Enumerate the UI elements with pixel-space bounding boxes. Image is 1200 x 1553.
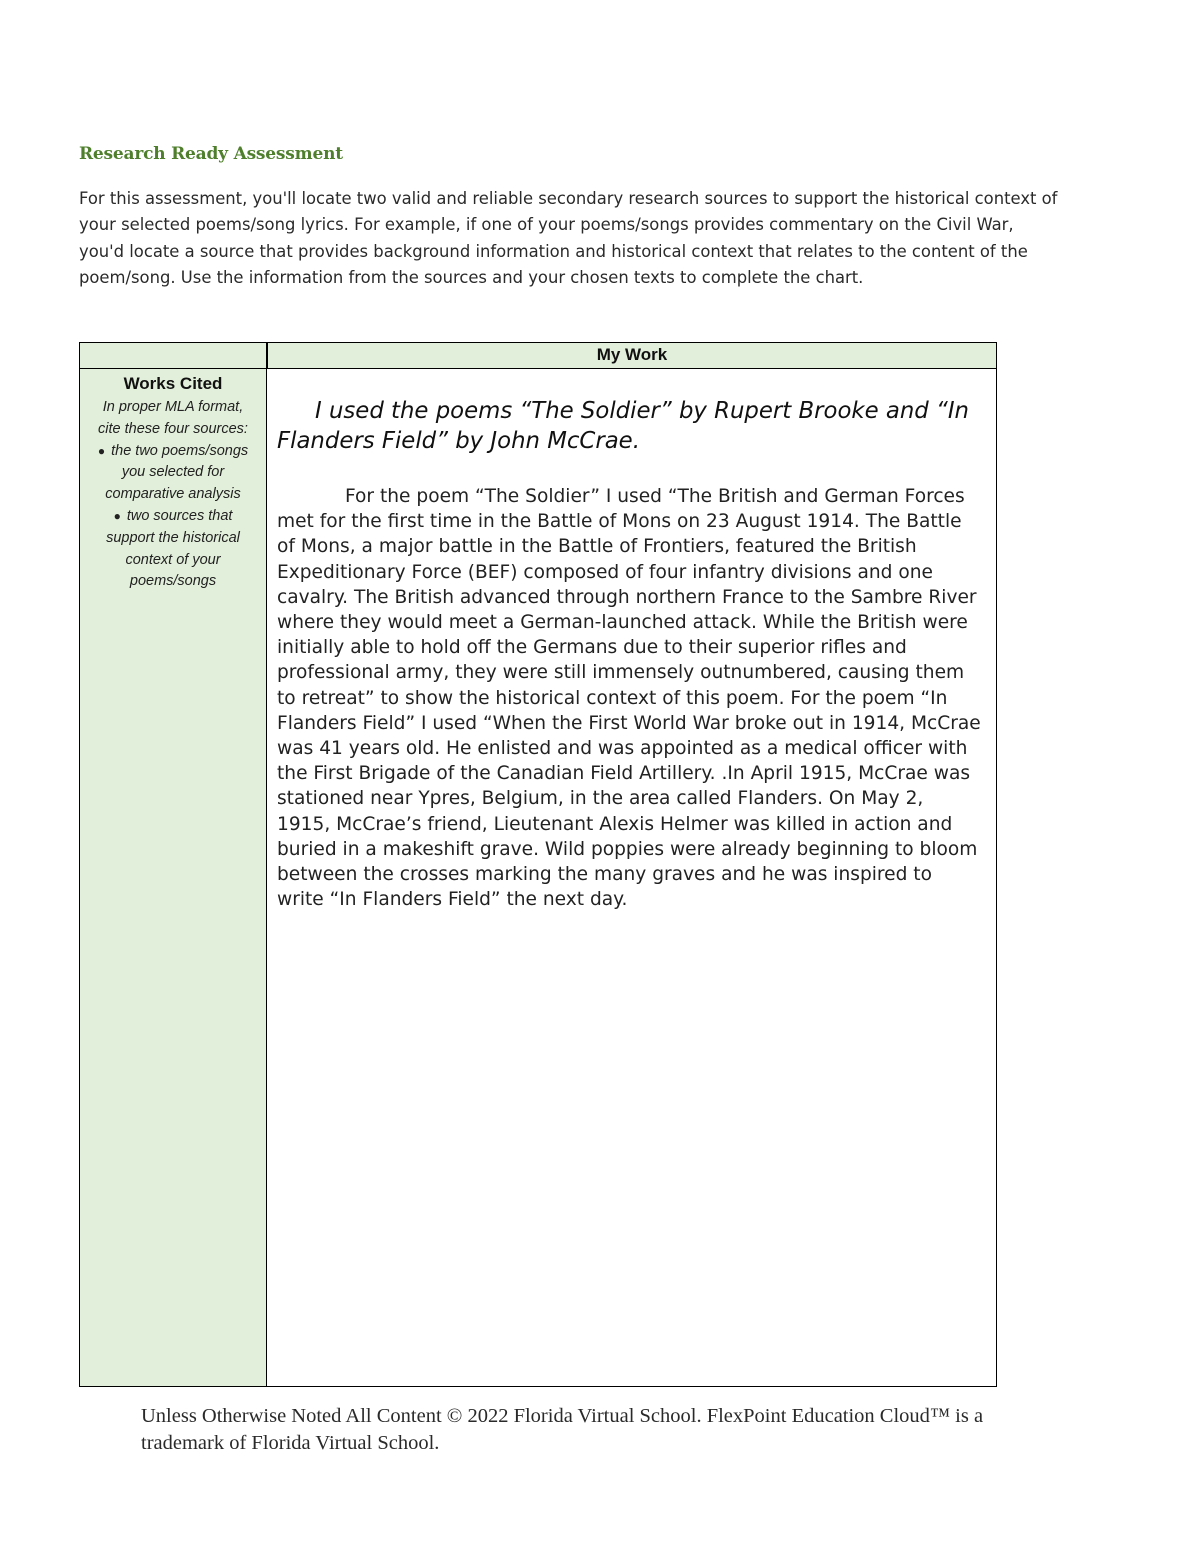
works-cited-cell: [80, 369, 267, 1386]
my-work-cell[interactable]: [268, 369, 996, 1386]
bullet-icon: ●: [113, 508, 121, 523]
copyright-footer: Unless Otherwise Noted All Content © 2022 Florida Virtual School. FlexPoint Education Cloud™ is a trademark of Florida Virtual School.: [141, 1405, 984, 1454]
my-work-header: My Work: [596, 345, 668, 364]
list-item-text: two sources that support the historical context of your poems/songs: [106, 507, 240, 590]
works-cited-instructions: In proper MLA format, cite these four sources:: [98, 399, 248, 437]
works-cited-title: Works Cited: [123, 374, 223, 393]
works-cited-list: [80, 441, 266, 594]
list-item-text: the two poems/songs you selected for comparative analysis: [105, 442, 249, 503]
bullet-icon: ●: [97, 443, 106, 458]
research-chart: [79, 342, 997, 1387]
my-work-body: For the poem “The Soldier” I used “The British and German Forces met for the first time in the Battle of Mons on 23 August 1914. The Battle of Mons, a major battle in the Battle of Frontiers, featured the British Expeditionary Force (BEF) composed of four infantry divisions and one cavalry. The British advanced through northern France to the Sambre River where they would meet a German-launched attack. While the British were initially able to hold off the Germans due to their superior rifles and professional army, they were still immensely outnumbered, causing them to retreat” to show the historical context of this poem. For the poem “In Flanders Field” I used “When the First World War broke out in 1914, McCrae was 41 years old. He enlisted and was appointed as a medical officer with the First Brigade of the Canadian Field Artillery. .In April 1915, McCrae was stationed near Ypres, Belgium, in the area called Flanders. On May 2, 1915, McCrae’s friend, Lieutenant Alexis Helmer was killed in action and buried in a makeshift grave. Wild poppies were already beginning to bloom between the crosses marking the many graves and he was inspired to write “In Flanders Field” the next day.: [277, 486, 981, 911]
intro-paragraph: For this assessment, you'll locate two valid and reliable secondary research sources to support the historical context of your selected poems/song lyrics. For example, if one of your poems/songs provides commentary on the Civil War, you'd locate a source that provides background information and historical context that relates to the content of the poem/song. Use the information from the sources and your chosen texts to complete the chart.: [79, 189, 1058, 287]
list-item: [94, 441, 252, 506]
chart-header-row: [80, 343, 996, 369]
my-work-heading: I used the poems “The Soldier” by Rupert Brooke and “In Flanders Field” by John McCrae.: [277, 398, 969, 454]
list-item: [94, 506, 252, 593]
page-title: Research Ready Assessment: [79, 144, 343, 164]
